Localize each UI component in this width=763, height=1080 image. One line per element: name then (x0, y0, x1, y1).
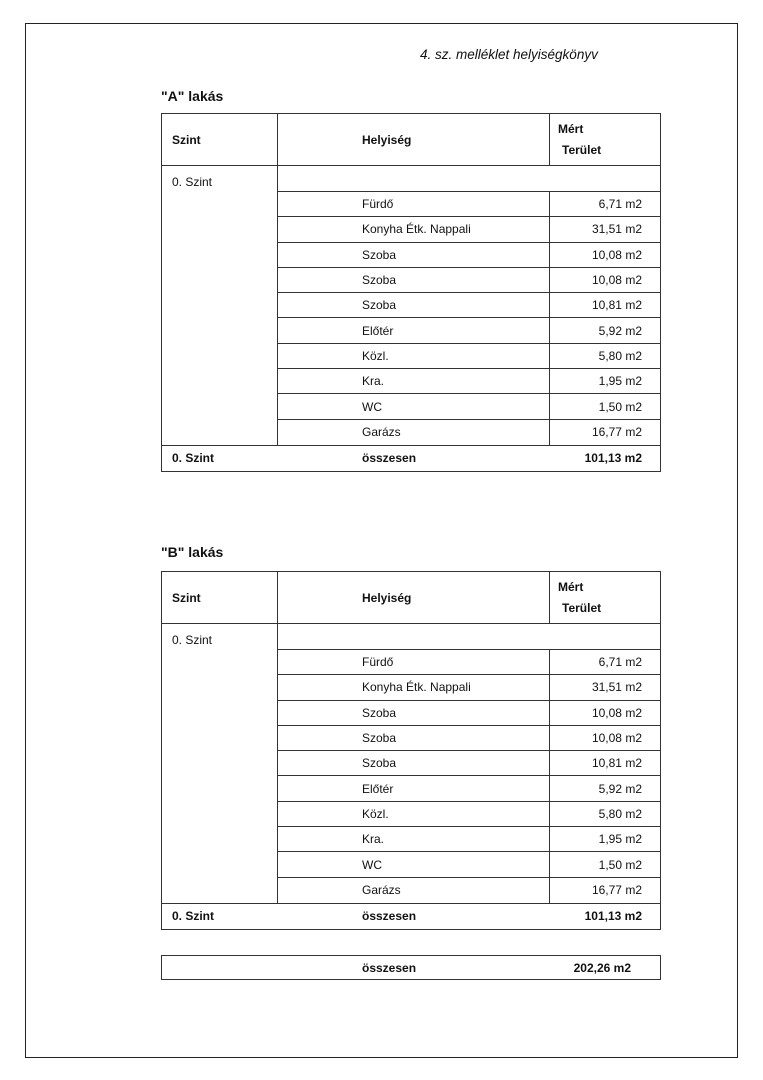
header-area (550, 114, 660, 165)
room-area: 10,08 m2 (591, 731, 642, 746)
room-name: Garázs (278, 420, 550, 445)
table-row (278, 726, 660, 751)
room-name: Szoba (278, 243, 550, 267)
table-row (278, 344, 660, 369)
room-area: 31,51 m2 (591, 222, 642, 237)
room-name: Szoba (278, 751, 550, 775)
room-name: WC (278, 394, 550, 418)
total-level: 0. Szint (172, 909, 215, 924)
room-area: 1,50 m2 (598, 399, 642, 414)
table-row (278, 318, 660, 343)
room-rows (278, 650, 660, 903)
total-value: 101,13 m2 (584, 451, 642, 466)
room-name: Előtér (278, 318, 550, 342)
table-row (278, 217, 660, 242)
table-row (278, 802, 660, 827)
blank-row (278, 624, 660, 650)
room-area: 31,51 m2 (591, 680, 642, 695)
blank-row (278, 166, 660, 192)
apartment-b-title: "B" lakás (161, 544, 224, 560)
total-label: összesen (362, 909, 417, 924)
room-area: 16,77 m2 (591, 425, 642, 440)
room-area: 1,50 m2 (598, 857, 642, 872)
apartment-a-title: "A" lakás (161, 88, 224, 104)
rooms-list (278, 166, 660, 445)
room-area: 6,71 m2 (598, 197, 642, 212)
header-room: Helyiség (278, 572, 550, 623)
header-area-line2: Terület (562, 142, 602, 157)
table-row (278, 650, 660, 675)
header-area-line2: Terület (562, 600, 602, 615)
header-area-line1: Mért (558, 121, 584, 136)
grand-total-row (161, 955, 661, 980)
apartment-b-table (161, 571, 661, 930)
table-row (278, 394, 660, 419)
table-row (278, 293, 660, 318)
room-name: WC (278, 852, 550, 876)
table-row (278, 852, 660, 877)
table-row (278, 675, 660, 700)
table-row (278, 878, 660, 903)
room-area: 1,95 m2 (598, 832, 642, 847)
total-row (162, 446, 660, 471)
room-name: Közl. (278, 802, 550, 826)
header-level: Szint (162, 572, 278, 623)
total-value: 101,13 m2 (584, 909, 642, 924)
room-rows (278, 192, 660, 445)
table-row (278, 420, 660, 445)
room-area: 5,80 m2 (598, 348, 642, 363)
room-name: Kra. (278, 369, 550, 393)
table-body (162, 624, 660, 904)
room-name: Előtér (278, 776, 550, 800)
room-name: Közl. (278, 344, 550, 368)
room-name: Kra. (278, 827, 550, 851)
total-row (162, 904, 660, 929)
level-cell: 0. Szint (162, 166, 278, 445)
table-row (278, 243, 660, 268)
table-row (278, 776, 660, 801)
table-row (278, 192, 660, 217)
grand-total-value: 202,26 m2 (573, 960, 631, 975)
table-row (278, 369, 660, 394)
header-area-line1: Mért (558, 579, 584, 594)
room-name: Szoba (278, 293, 550, 317)
apartment-a-table (161, 113, 661, 472)
room-area: 5,80 m2 (598, 806, 642, 821)
room-area: 6,71 m2 (598, 655, 642, 670)
room-area: 10,81 m2 (591, 298, 642, 313)
document-subtitle: 4. sz. melléklet helyiségkönyv (420, 47, 598, 62)
table-row (278, 268, 660, 293)
room-name: Fürdő (278, 650, 550, 674)
header-level: Szint (162, 114, 278, 165)
room-area: 16,77 m2 (591, 883, 642, 898)
room-name: Szoba (278, 701, 550, 725)
room-area: 10,08 m2 (591, 247, 642, 262)
table-header (162, 572, 660, 624)
grand-total-label: összesen (362, 960, 417, 975)
table-header (162, 114, 660, 166)
room-name: Konyha Étk. Nappali (278, 675, 550, 699)
room-name: Konyha Étk. Nappali (278, 217, 550, 241)
room-area: 10,08 m2 (591, 705, 642, 720)
room-name: Szoba (278, 268, 550, 292)
header-area (550, 572, 660, 623)
room-name: Garázs (278, 878, 550, 903)
room-area: 10,08 m2 (591, 273, 642, 288)
rooms-list (278, 624, 660, 903)
room-area: 5,92 m2 (598, 781, 642, 796)
room-name: Fürdő (278, 192, 550, 216)
room-name: Szoba (278, 726, 550, 750)
table-row (278, 751, 660, 776)
total-label: összesen (362, 451, 417, 466)
table-row (278, 701, 660, 726)
room-area: 5,92 m2 (598, 323, 642, 338)
total-level: 0. Szint (172, 451, 215, 466)
table-body (162, 166, 660, 446)
level-cell: 0. Szint (162, 624, 278, 903)
table-row (278, 827, 660, 852)
room-area: 1,95 m2 (598, 374, 642, 389)
room-area: 10,81 m2 (591, 756, 642, 771)
header-room: Helyiség (278, 114, 550, 165)
